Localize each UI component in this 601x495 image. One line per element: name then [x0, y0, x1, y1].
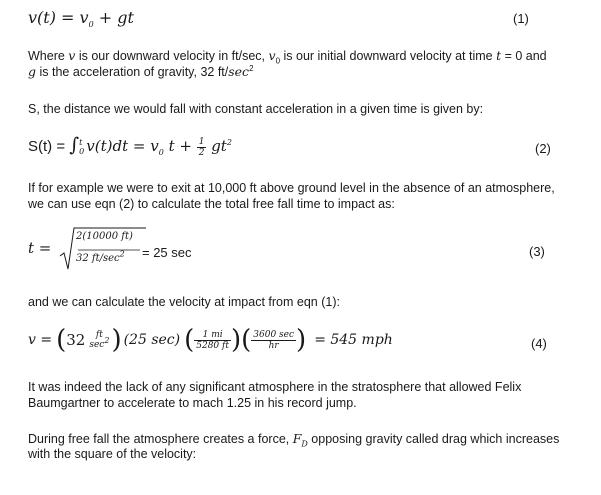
- equation-1: [28, 8, 134, 30]
- eq2-half-den: 2: [198, 147, 205, 158]
- equation-3-number: (3): [529, 244, 545, 259]
- eq4-f3-den: 5280 ft: [196, 340, 229, 351]
- p1-v0: v: [268, 48, 276, 63]
- equation-2-number: (2): [535, 141, 551, 156]
- equation-4: v = ( 32 ft $\sec^2$ ) (25 sec) ( $\frac{1 mi}{5280 ft}$ )( $\frac{3600 \sec}{hr}$ ) = 545 mph: [28, 325, 393, 355]
- p6-text-b: opposing gravity called drag which increases: [307, 432, 560, 446]
- eq3-den-sup: 2: [119, 249, 125, 259]
- p1-v: v: [68, 48, 76, 63]
- p1-g: g: [28, 64, 37, 79]
- eq2-int-upper: t: [79, 138, 83, 148]
- eq2-half-num: 1: [198, 136, 205, 147]
- paragraph-example-line-1: If for example we were to exit at 10,000 ft above ground level in the absence of an atmosphere,: [28, 181, 555, 195]
- eq3-lhs: t =: [28, 239, 52, 257]
- eq4-f1-num: ft: [95, 330, 103, 340]
- eq3-denominator: [76, 249, 125, 264]
- eq3-result: = 25 sec: [142, 245, 192, 260]
- eq3-den-text: 32 ft/sec: [76, 253, 120, 264]
- eq2-v0: v: [150, 137, 159, 155]
- eq2-gt-sup: 2: [226, 138, 232, 147]
- eq4-f4-num: 3600 sec: [253, 329, 295, 340]
- eq1-v0: v: [79, 8, 89, 27]
- p6-text-a: During free fall the atmosphere creates a force,: [28, 432, 293, 446]
- p6-F: F: [292, 431, 302, 446]
- eq2-t: t +: [163, 137, 197, 155]
- paragraph-example-line-2: we can use eqn (2) to calculate the total free fall time to impact as:: [28, 197, 395, 211]
- p1-sec-sup: 2: [249, 63, 254, 73]
- eq2-integrand: v(t)dt =: [86, 137, 151, 155]
- eq1-plus-gt: + gt: [98, 8, 134, 27]
- paragraph-baumgartner-line-1: It was indeed the lack of any significant atmosphere in the stratosphere that allowed Felix: [28, 380, 522, 394]
- p1-t: t: [496, 48, 502, 63]
- paragraph-velocity-intro: and we can calculate the velocity at impact from eqn (1):: [28, 295, 340, 309]
- eq4-result: = 545 mph: [314, 332, 393, 348]
- eq4-f2: (25 sec): [123, 332, 181, 348]
- p1-text-e: is the acceleration of gravity, 32 ft/: [36, 65, 229, 79]
- equation-2: [28, 134, 232, 158]
- paragraph-drag-line-2: with the square of the velocity:: [28, 447, 197, 461]
- eq2-v0-sub: 0: [158, 148, 164, 157]
- p1-text-b: is our downward velocity in ft/sec,: [75, 49, 269, 63]
- equation-4-number: (4): [531, 336, 547, 351]
- eq2-lhs: S(t) =: [28, 138, 70, 155]
- eq2-gt: gt: [206, 137, 227, 155]
- p1-text-c: is our initial downward velocity at time: [280, 49, 497, 63]
- eq4-f4-den: hr: [268, 340, 279, 351]
- paragraph-velocity-definitions: [28, 48, 547, 66]
- paragraph-gravity: [28, 64, 254, 79]
- p1-text-d: = 0 and: [501, 49, 547, 63]
- paragraph-baumgartner-line-2: Baumgartner to accelerate to mach 1.25 in his record jump.: [28, 396, 357, 410]
- eq2-int-lower: 0: [79, 147, 85, 157]
- eq4-f3-num: 1 mi: [194, 330, 231, 341]
- paragraph-drag-line-1: [28, 431, 560, 449]
- equation-1-number: (1): [513, 11, 529, 26]
- p1-text-a: Where: [28, 49, 69, 63]
- p1-v0-sub: 0: [275, 56, 281, 66]
- eq1-v0-sub: 0: [88, 20, 94, 30]
- eq4-lhs: v =: [28, 332, 53, 348]
- paragraph-distance-intro: S, the distance we would fall with constant acceleration in a given time is given by:: [28, 102, 484, 116]
- p1-sec: sec: [228, 64, 250, 79]
- eq2-integral-sign: ∫: [69, 134, 80, 156]
- eq4-f1-den-sup: 2: [104, 336, 110, 345]
- eq3-numerator: 2(10000 ft): [76, 231, 133, 242]
- eq1-lhs: v(t) =: [28, 8, 75, 27]
- p6-F-sub: D: [301, 439, 308, 449]
- eq4-f1-int: 32: [66, 331, 86, 349]
- eq4-f1-den: sec: [89, 340, 105, 350]
